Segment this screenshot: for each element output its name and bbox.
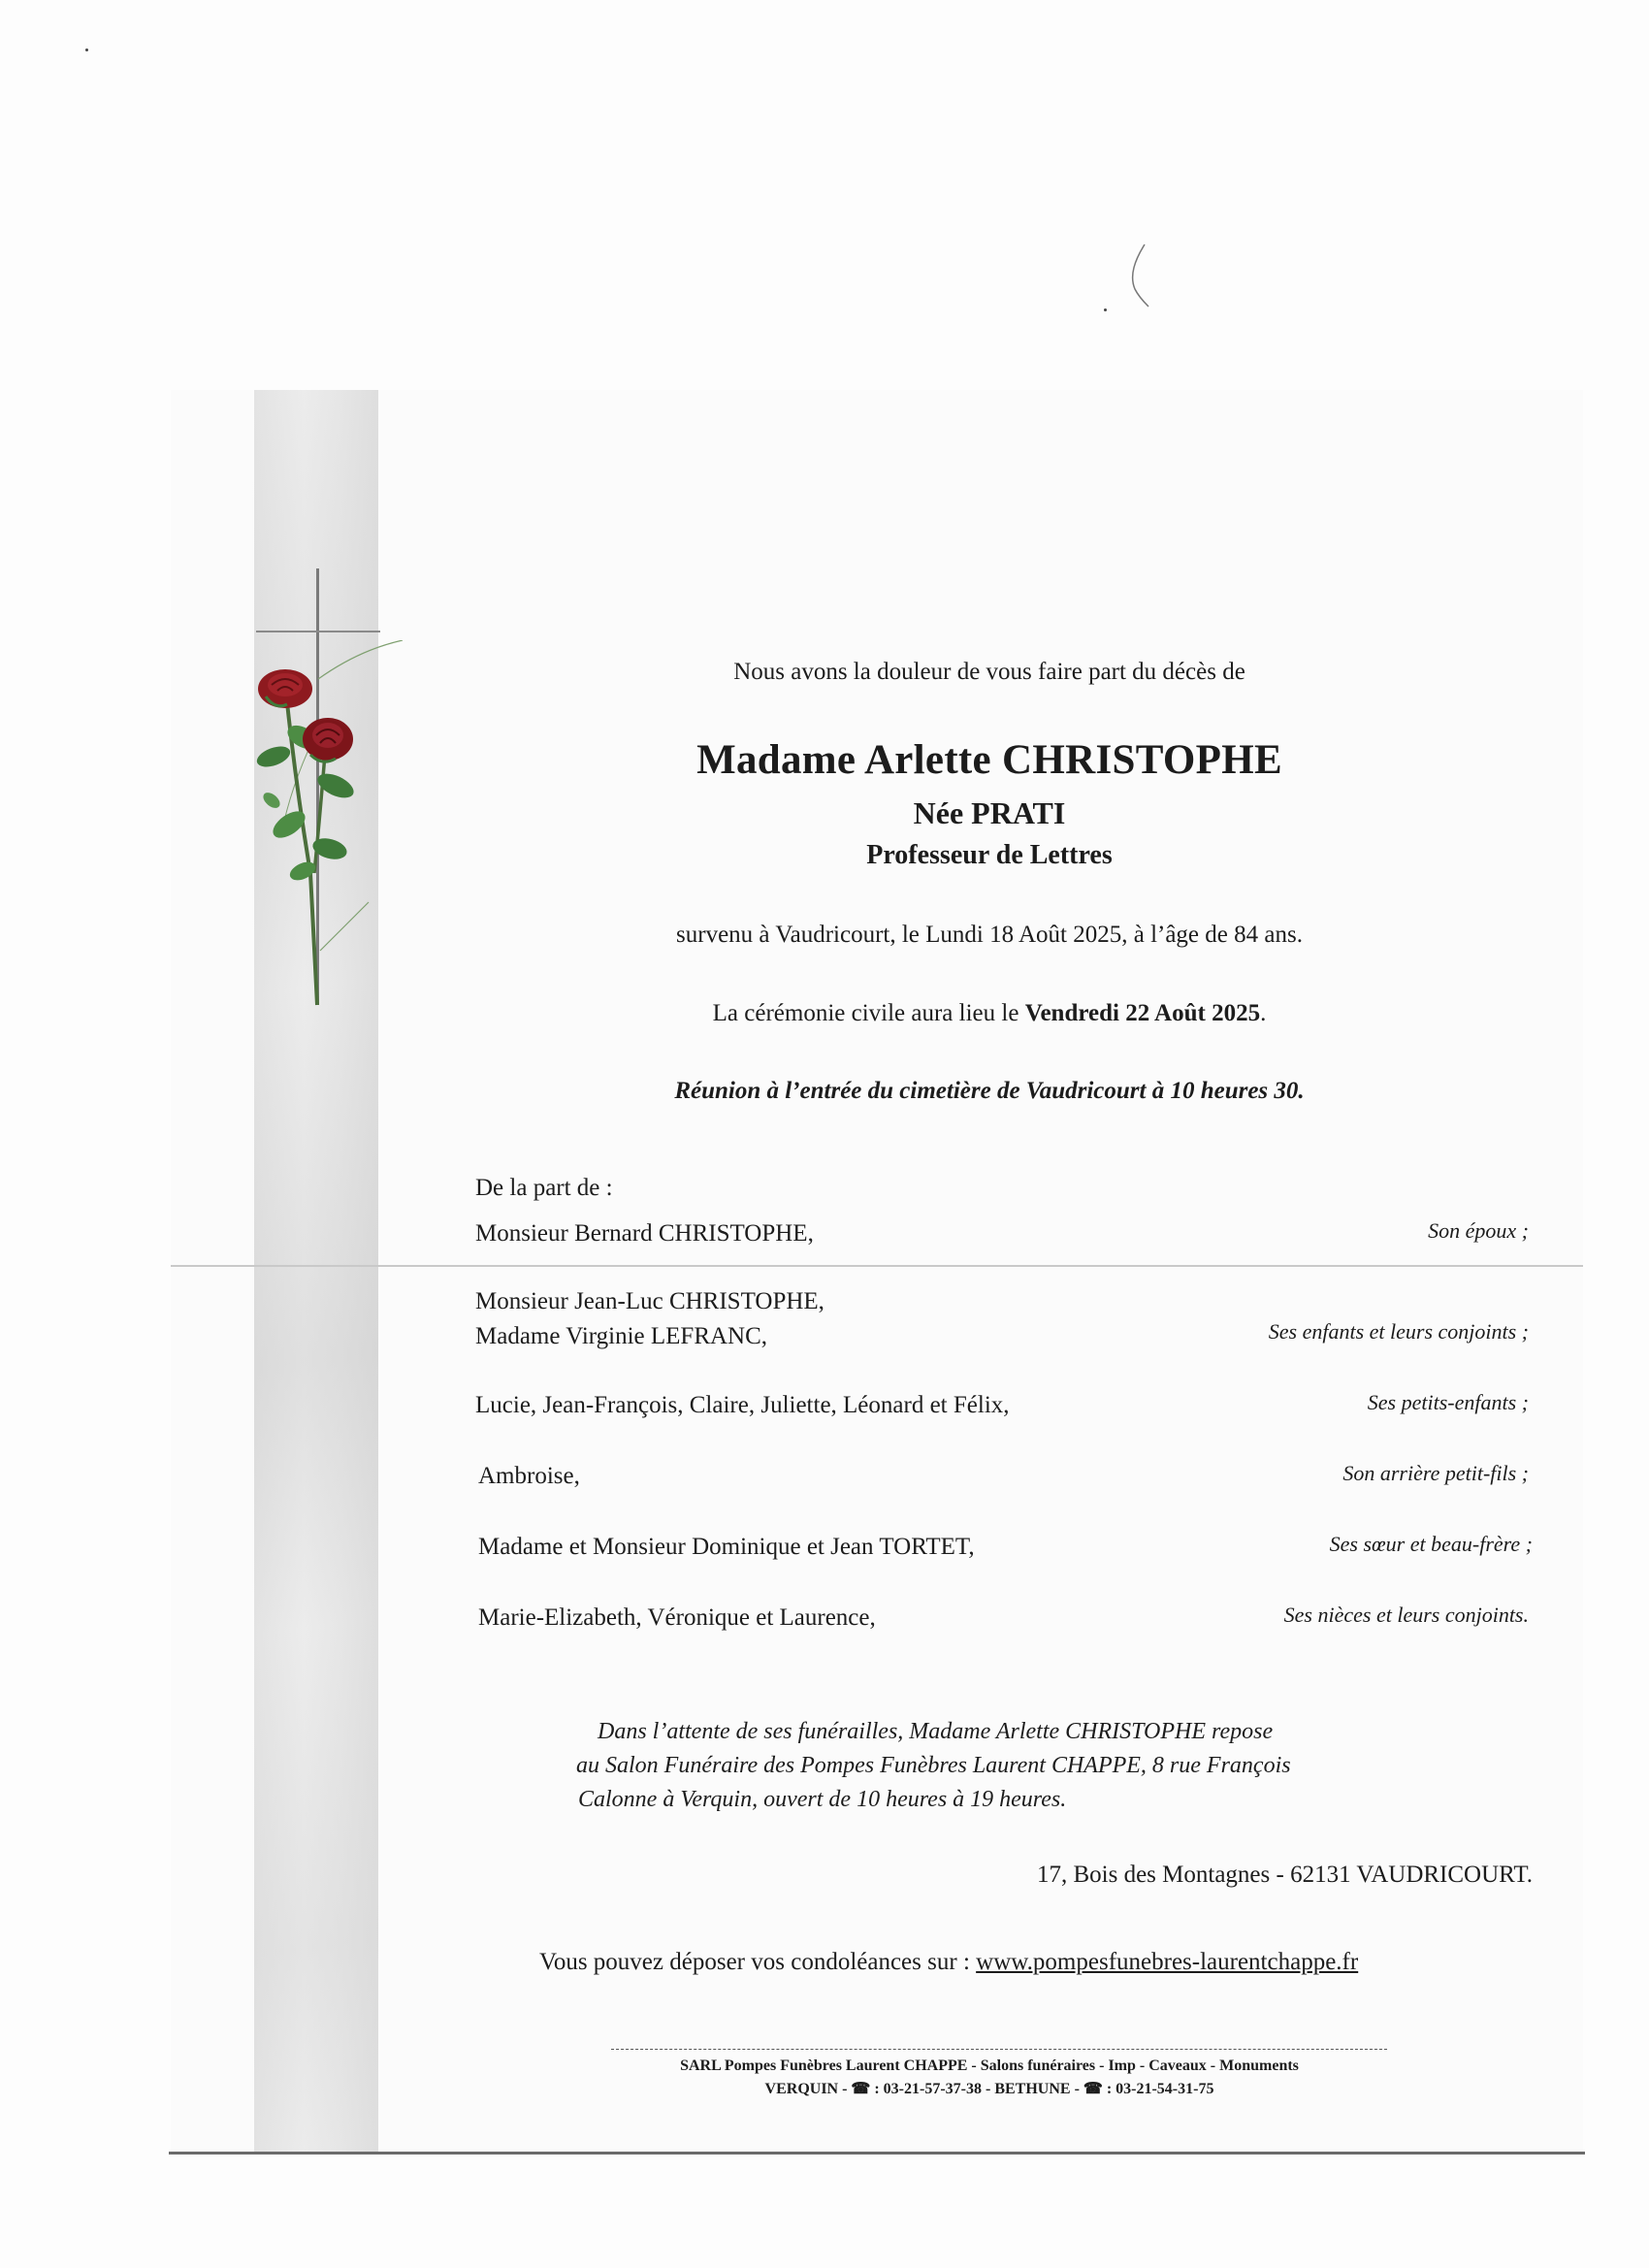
footer-company: SARL Pompes Funèbres Laurent CHAPPE - Salons funéraires - Imp - Caveaux - Monuments <box>680 2057 1299 2074</box>
ceremony-date: Vendredi 22 Août 2025 <box>1024 1000 1261 1026</box>
family-name: Madame et Monsieur Dominique et Jean TORTET, <box>478 1534 975 1560</box>
death-details: survenu à Vaudricourt, le Lundi 18 Août 2025, à l’âge de 84 ans. <box>676 922 1303 948</box>
family-name: Ambroise, <box>478 1463 580 1489</box>
maiden-name: Née PRATI <box>913 795 1066 830</box>
footer-rule <box>611 2049 1387 2050</box>
condolences-link[interactable]: www.pompesfunebres-laurentchappe.fr <box>976 1949 1359 1975</box>
scan-speck <box>1104 308 1107 311</box>
meeting-details: Réunion à l’entrée du cimetière de Vaudricourt à 10 heures 30. <box>674 1078 1305 1104</box>
card-edge <box>169 2152 1585 2155</box>
pen-mark <box>1123 243 1162 310</box>
de-la-part-label: De la part de : <box>475 1175 613 1201</box>
note-line: Dans l’attente de ses funérailles, Madame Arlette CHRISTOPHE repose <box>598 1719 1274 1744</box>
family-name: Marie-Elizabeth, Véronique et Laurence, <box>478 1604 876 1631</box>
family-relation: Ses enfants et leurs conjoints ; <box>1268 1319 1529 1344</box>
cross-horizontal <box>256 631 380 632</box>
home-address: 17, Bois des Montagnes - 62131 VAUDRICOURT. <box>1036 1862 1533 1888</box>
intro-text: Nous avons la douleur de vous faire part du décès de <box>733 659 1245 685</box>
funeral-home-note <box>572 1715 1445 1817</box>
family-relation: Ses sœur et beau-frère ; <box>1329 1532 1533 1556</box>
family-name: Monsieur Bernard CHRISTOPHE, <box>475 1220 814 1247</box>
condolences-text: Vous pouvez déposer vos condoléances sur : <box>539 1949 977 1975</box>
note-line: Calonne à Verquin, ouvert de 10 heures à 19 heures. <box>578 1787 1067 1812</box>
ceremony-prefix: La cérémonie civile aura lieu le <box>712 1000 1025 1026</box>
note-line: au Salon Funéraire des Pompes Funèbres Laurent CHAPPE, 8 rue François <box>576 1753 1291 1778</box>
profession: Professeur de Lettres <box>866 840 1113 870</box>
family-name: Monsieur Jean-Luc CHRISTOPHE, <box>475 1288 824 1314</box>
ceremony-suffix: . <box>1260 1000 1267 1026</box>
fold-line <box>171 1265 1583 1267</box>
ceremony-line <box>0 1001 1649 1025</box>
family-name: Madame Virginie LEFRANC, <box>475 1323 768 1349</box>
family-relation: Ses nièces et leurs conjoints. <box>1283 1603 1529 1627</box>
deceased-name: Madame Arlette CHRISTOPHE <box>696 737 1282 783</box>
family-relation: Son époux ; <box>1428 1218 1529 1243</box>
footer-phones: VERQUIN - ☎ : 03-21-57-37-38 - BETHUNE - ☎ : 03-21-54-31-75 <box>764 2081 1214 2097</box>
family-relation: Son arrière petit-fils ; <box>1342 1461 1529 1485</box>
family-relation: Ses petits-enfants ; <box>1367 1390 1529 1414</box>
condolences-line <box>539 1950 1358 1974</box>
scan-speck <box>85 49 88 51</box>
family-name: Lucie, Jean-François, Claire, Juliette, Léonard et Félix, <box>475 1392 1010 1418</box>
